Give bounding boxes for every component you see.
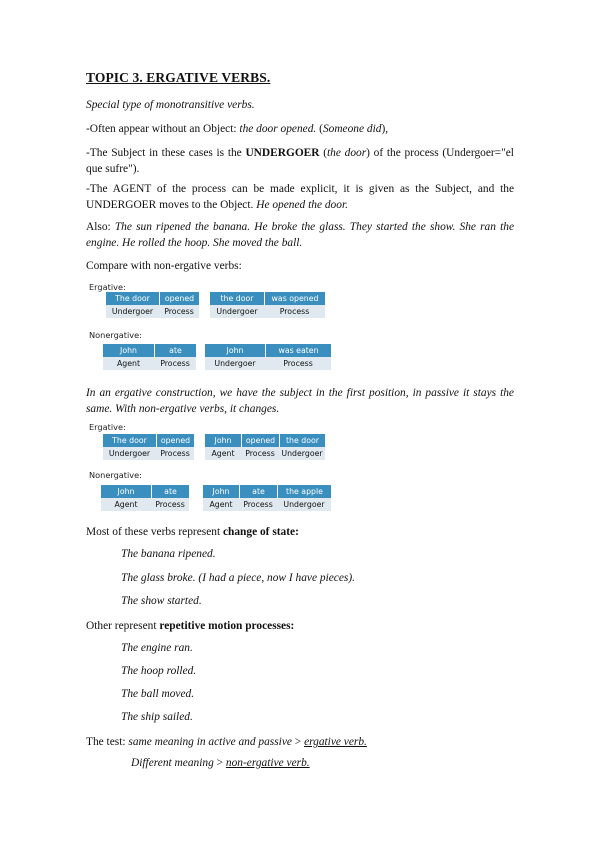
table-cell: Process [241,447,279,460]
example-line: The ship sailed. [121,711,193,723]
table-cell: the apple [277,485,331,498]
example-line: The hoop rolled. [121,665,197,677]
table-cell: opened [241,434,279,447]
table-cell: ate [239,485,277,498]
table-cell: John [205,344,265,357]
paragraph-test: The test: same meaning in active and passive > ergative verb. [86,736,367,748]
paragraph-object: -Often appear without an Object: the door opened. (Someone did), [86,123,389,135]
fig1-ergative-label: Ergative: [89,282,126,292]
example-line: The show started. [121,595,202,607]
fig2-ergative-label: Ergative: [89,422,126,432]
paragraph-agent: -The AGENT of the process can be made explicit, it is given as the Subject, and the UNDERGOER moves to the Object. He opened the door. [86,183,514,211]
table-cell: Agent [101,498,151,511]
example-line: The banana ripened. [121,548,216,560]
table-cell: Process [239,498,277,511]
table-cell: The door [103,434,156,447]
fig2-table-nonergative [101,485,189,511]
paragraph-also: Also: The sun ripened the banana. He broke the glass. They started the show. She ran the engine. He rolled the hoop. She moved the ball. [86,221,515,249]
table-cell: Undergoer [205,357,265,370]
example-line: The ball moved. [121,688,195,700]
table-cell: Undergoer [210,305,264,318]
paragraph-subject: -The Subject in these cases is the UNDERGOER (the door) of the process (Undergoer="el que sufre"). [86,147,514,175]
table-cell: Process [151,498,189,511]
table-cell: Process [156,447,194,460]
table-cell: Agent [103,357,154,370]
table-cell: Agent [203,498,239,511]
table-cell: Undergoer [277,498,331,511]
table-cell: opened [159,292,199,305]
table-cell: Undergoer [106,305,159,318]
table-cell: ate [151,485,189,498]
table-cell: Undergoer [103,447,156,460]
table-cell: The door [106,292,159,305]
table-cell: was opened [264,292,325,305]
fig1-nonergative-label: Nonergative: [89,330,142,340]
fig1-table-nonergative-passive [205,344,331,370]
table-cell: Undergoer [279,447,325,460]
table-cell: the door [210,292,264,305]
table-cell: John [103,344,154,357]
table-cell: Process [264,305,325,318]
table-cell: was eaten [265,344,331,357]
fig1-table-active [106,292,199,318]
table-cell: Process [159,305,199,318]
table-cell: ate [154,344,196,357]
paragraph-repetitive-motion: Other represent repetitive motion processes: [86,620,295,632]
paragraph-ergative-construction: In an ergative construction, we have the subject in the first position, in passive it stays the same. With non-ergative verbs, it changes. [86,387,514,415]
table-cell: John [205,434,241,447]
table-cell: John [101,485,151,498]
example-line: The glass broke. (I had a piece, now I have pieces). [121,572,355,584]
table-cell: the door [279,434,325,447]
page-title: TOPIC 3. ERGATIVE VERBS. [86,70,271,85]
paragraph-compare: Compare with non-ergative verbs: [86,260,242,272]
paragraph-change-of-state: Most of these verbs represent change of state: [86,526,299,538]
table-cell: Agent [205,447,241,460]
table-cell: Process [265,357,331,370]
example-line: The engine ran. [121,642,193,654]
paragraph-test-negative: Different meaning > non-ergative verb. [131,757,310,769]
fig1-table-nonergative-active [103,344,196,370]
table-cell: Process [154,357,196,370]
fig2-table-nonergative-transitive [203,485,331,511]
table-cell: opened [156,434,194,447]
fig2-nonergative-label: Nonergative: [89,470,142,480]
fig1-table-passive [210,292,325,318]
fig2-table-ergative-transitive [205,434,325,460]
intro-line: Special type of monotransitive verbs. [86,99,255,111]
table-cell: John [203,485,239,498]
fig2-table-ergative [103,434,194,460]
